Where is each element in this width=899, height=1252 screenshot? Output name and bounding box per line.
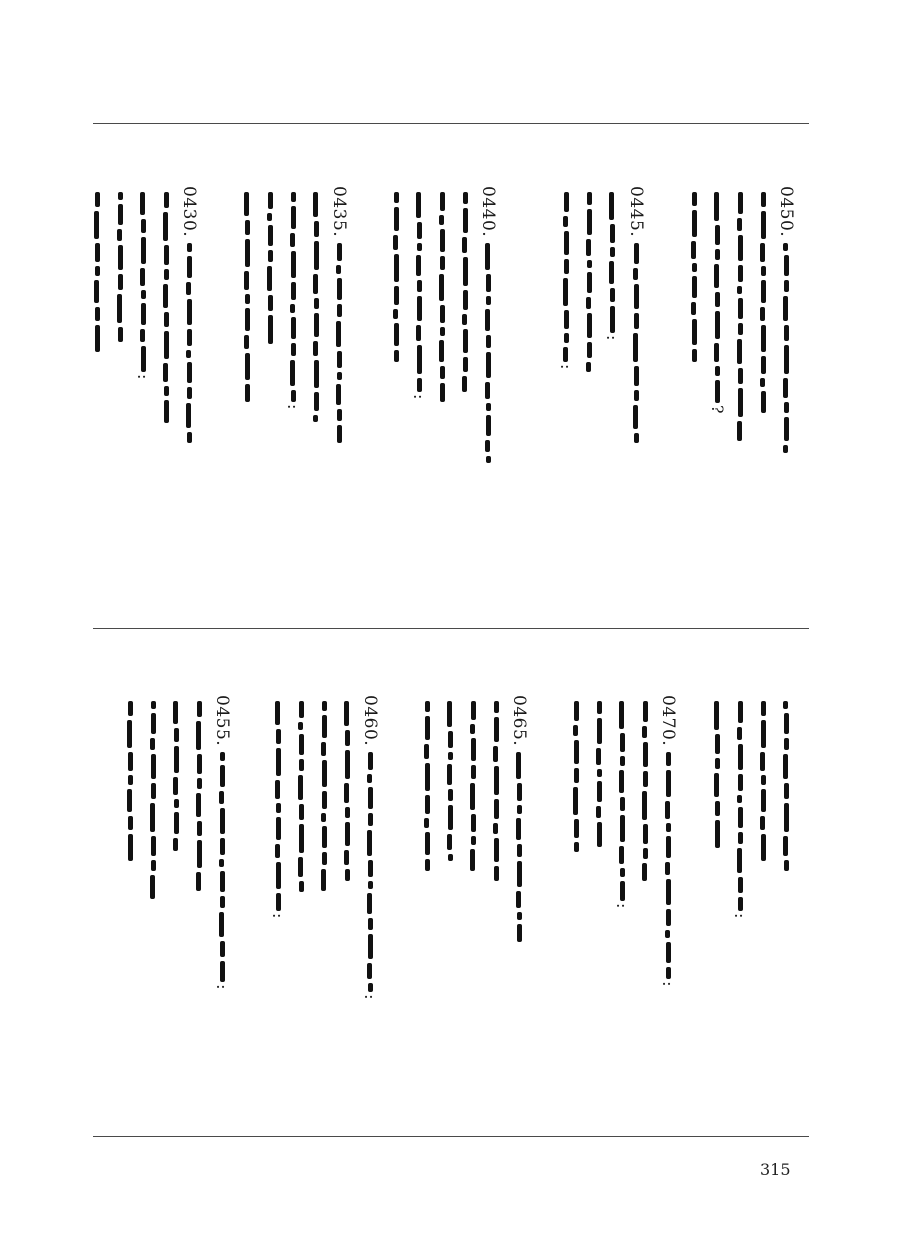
mongolian-script-line [407, 190, 431, 394]
punctuation-mark: : [613, 903, 632, 910]
upper-column [774, 186, 798, 455]
mongolian-script-line [154, 190, 178, 425]
mongolian-script-line [312, 699, 336, 893]
verse-number: 0430. [179, 186, 199, 238]
upper-column [304, 186, 328, 424]
punctuation-mark: : [284, 404, 303, 411]
mongolian-script-line [476, 241, 500, 465]
lower-column [484, 695, 508, 883]
mongolian-script-line [304, 190, 328, 424]
lower-column [438, 695, 462, 863]
punctuation-mark: : [361, 994, 380, 1001]
upper-column [384, 186, 408, 364]
punctuation-mark: : [659, 981, 678, 988]
mongolian-script-line [118, 699, 142, 863]
mongolian-script-line [235, 190, 259, 404]
mongolian-script-line [85, 190, 109, 354]
mongolian-script-line [415, 699, 439, 873]
lower-column [210, 695, 234, 991]
mongolian-script-line [484, 699, 508, 883]
verse-number: 0470. [658, 695, 678, 747]
punctuation-mark: ? [708, 405, 727, 415]
mongolian-script-line [587, 699, 611, 849]
lower-column [656, 695, 680, 988]
lower-column [289, 695, 313, 894]
upper-column [258, 186, 282, 346]
lower-column [587, 695, 611, 849]
upper-column [728, 186, 752, 443]
upper-column [751, 186, 775, 415]
mongolian-script-line [177, 241, 201, 445]
mongolian-script-line [554, 190, 578, 364]
lower-column [358, 695, 382, 1001]
lower-column [415, 695, 439, 873]
lower-column [461, 695, 485, 873]
mongolian-script-line [108, 190, 132, 344]
mongolian-script-line [577, 190, 601, 374]
upper-column [554, 186, 578, 370]
mongolian-script-line [751, 699, 775, 863]
mongolian-script-line [600, 190, 624, 335]
lower-column [751, 695, 775, 863]
verse-number: 0445. [626, 186, 646, 238]
mongolian-script-line [656, 750, 680, 981]
mongolian-script-line [327, 241, 351, 445]
lower-column [141, 695, 165, 901]
bottom-rule [93, 1136, 809, 1137]
upper-column [177, 186, 201, 445]
mongolian-script-line [281, 190, 305, 404]
upper-column [600, 186, 624, 341]
mongolian-script-line [187, 699, 211, 893]
mongolian-script-line [633, 699, 657, 883]
upper-column [624, 186, 648, 445]
upper-column [154, 186, 178, 425]
lower-column [164, 695, 188, 853]
mongolian-script-line [384, 190, 408, 364]
lower-column [335, 695, 359, 883]
mongolian-script-line [430, 190, 454, 404]
upper-column [476, 186, 500, 465]
upper-column [407, 186, 431, 400]
page-number: 315 [760, 1160, 791, 1179]
mongolian-script-line [266, 699, 290, 913]
punctuation-mark: : [269, 913, 288, 920]
mongolian-script-line [774, 241, 798, 455]
mongolian-script-line [728, 190, 752, 443]
lower-column [728, 695, 752, 919]
upper-column [453, 186, 477, 394]
punctuation-mark: : [731, 913, 750, 920]
lower-column [633, 695, 657, 883]
mongolian-script-line [774, 699, 798, 873]
mongolian-script-line [258, 190, 282, 346]
lower-column [705, 695, 729, 850]
lower-column [507, 695, 531, 944]
punctuation-mark: : [557, 364, 576, 371]
verse-number: 0440. [478, 186, 498, 238]
mongolian-script-line [289, 699, 313, 894]
mongolian-script-line [624, 241, 648, 445]
lower-column [564, 695, 588, 854]
mongolian-script-line [438, 699, 462, 863]
punctuation-mark: : [603, 335, 622, 342]
mongolian-script-line [164, 699, 188, 853]
verse-number: 0455. [212, 695, 232, 747]
mongolian-script-line [682, 190, 706, 364]
verse-number: 0460. [360, 695, 380, 747]
lower-column [187, 695, 211, 893]
upper-column [577, 186, 601, 374]
punctuation-mark: : [213, 984, 232, 991]
lower-column [312, 695, 336, 893]
lower-column [118, 695, 142, 863]
verse-number: 0465. [509, 695, 529, 747]
verse-number: 0450. [776, 186, 796, 238]
upper-column [682, 186, 706, 364]
upper-column [430, 186, 454, 404]
mongolian-script-line [705, 699, 729, 850]
upper-text-block [93, 124, 809, 628]
upper-column [235, 186, 259, 404]
upper-column [131, 186, 155, 380]
mongolian-script-line [335, 699, 359, 883]
mongolian-script-line [453, 190, 477, 394]
mongolian-script-line [131, 190, 155, 374]
upper-column [327, 186, 351, 445]
mongolian-script-line [564, 699, 588, 854]
mongolian-script-line [358, 750, 382, 994]
upper-column [108, 186, 132, 344]
lower-column [266, 695, 290, 919]
lower-text-block [93, 629, 809, 1136]
mongolian-script-line [728, 699, 752, 913]
mongolian-script-line [210, 750, 234, 984]
punctuation-mark: : [410, 394, 429, 401]
punctuation-mark: : [134, 374, 153, 381]
verse-number: 0435. [329, 186, 349, 238]
upper-column [85, 186, 109, 354]
lower-column [610, 695, 634, 909]
mongolian-script-line [507, 750, 531, 944]
mongolian-script-line [141, 699, 165, 901]
mongolian-script-line [751, 190, 775, 415]
mongolian-script-line [705, 190, 729, 405]
mongolian-script-line [461, 699, 485, 873]
mongolian-script-line [610, 699, 634, 903]
upper-column [281, 186, 305, 410]
upper-column [705, 186, 729, 415]
lower-column [774, 695, 798, 873]
